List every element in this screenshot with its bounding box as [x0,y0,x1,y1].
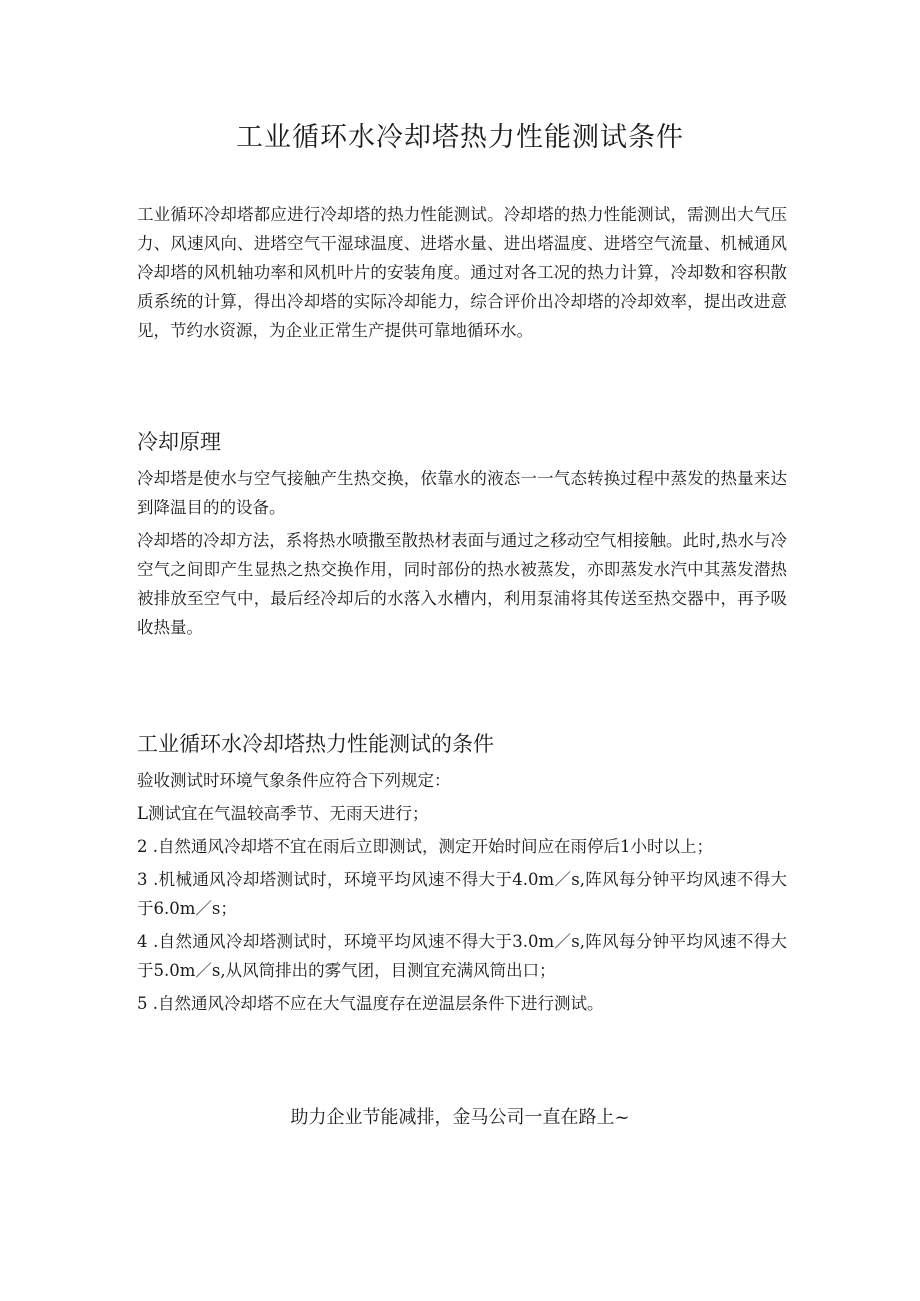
condition-item-4: 4 .自然通风冷却塔测试时，环境平均风速不得大于3.0m／s,阵风每分钟平均风速不得大于5.0m／s,从风筒排出的雾气团，目测宜充满风筒出口； [137,932,787,980]
section-heading-cooling-principle: 冷却原理 [137,430,221,454]
test-conditions-section [137,728,787,1018]
intro-section [137,200,787,345]
condition-item-2: 2 .自然通风冷却塔不宜在雨后立即测试，测定开始时间应在雨停后1小时以上； [137,837,713,856]
condition-item-3: 3 .机械通风冷却塔测试时，环境平均风速不得大于4.0m／s,阵风每分钟平均风速不得大于6.0m／s； [137,870,787,918]
document-title: 工业循环水冷却塔热力性能测试条件 [236,122,684,153]
principle-paragraph-2: 冷却塔的冷却方法，系将热水喷撒至散热材表面与通过之移动空气相接触。此时,热水与冷空气之间即产生显热之热交换作用，同时部份的热水被蒸发，亦即蒸发水汽中其蒸发潜热被排放至空气中，最后经冷却后的水落入水槽内，利用泵浦将其传送至热交器中，再予吸收热量。 [137,531,787,637]
condition-item-5: 5 .自然通风冷却塔不应在大气温度存在逆温层条件下进行测试。 [137,994,604,1013]
principle-paragraph-1: 冷却塔是使水与空气接触产生热交换，依靠水的液态一一气态转换过程中蒸发的热量来达到降温目的的设备。 [137,469,787,517]
intro-paragraph: 工业循环冷却塔都应进行冷却塔的热力性能测试。冷却塔的热力性能测试，需测出大气压力、风速风向、进塔空气干湿球温度、进塔水量、进出塔温度、进塔空气流量、机械通风冷却塔的风机轴功率和风机叶片的安装角度。通过对各工况的热力计算，冷却数和容积散质系统的计算，得出冷却塔的实际冷却能力，综合评价出冷却塔的冷却效率，提出改进意见，节约水资源，为企业正常生产提供可靠地循环水。 [137,205,787,340]
section-heading-test-conditions: 工业循环水冷却塔热力性能测试的条件 [137,732,494,756]
condition-item-1: L测试宜在气温较高季节、无雨天进行； [137,804,429,823]
cooling-principle-section [137,426,787,642]
footer-slogan: 助力企业节能减排，金马公司一直在路上~ [290,1107,630,1128]
conditions-lead: 验收测试时环境气象条件应符合下列规定： [137,771,451,790]
